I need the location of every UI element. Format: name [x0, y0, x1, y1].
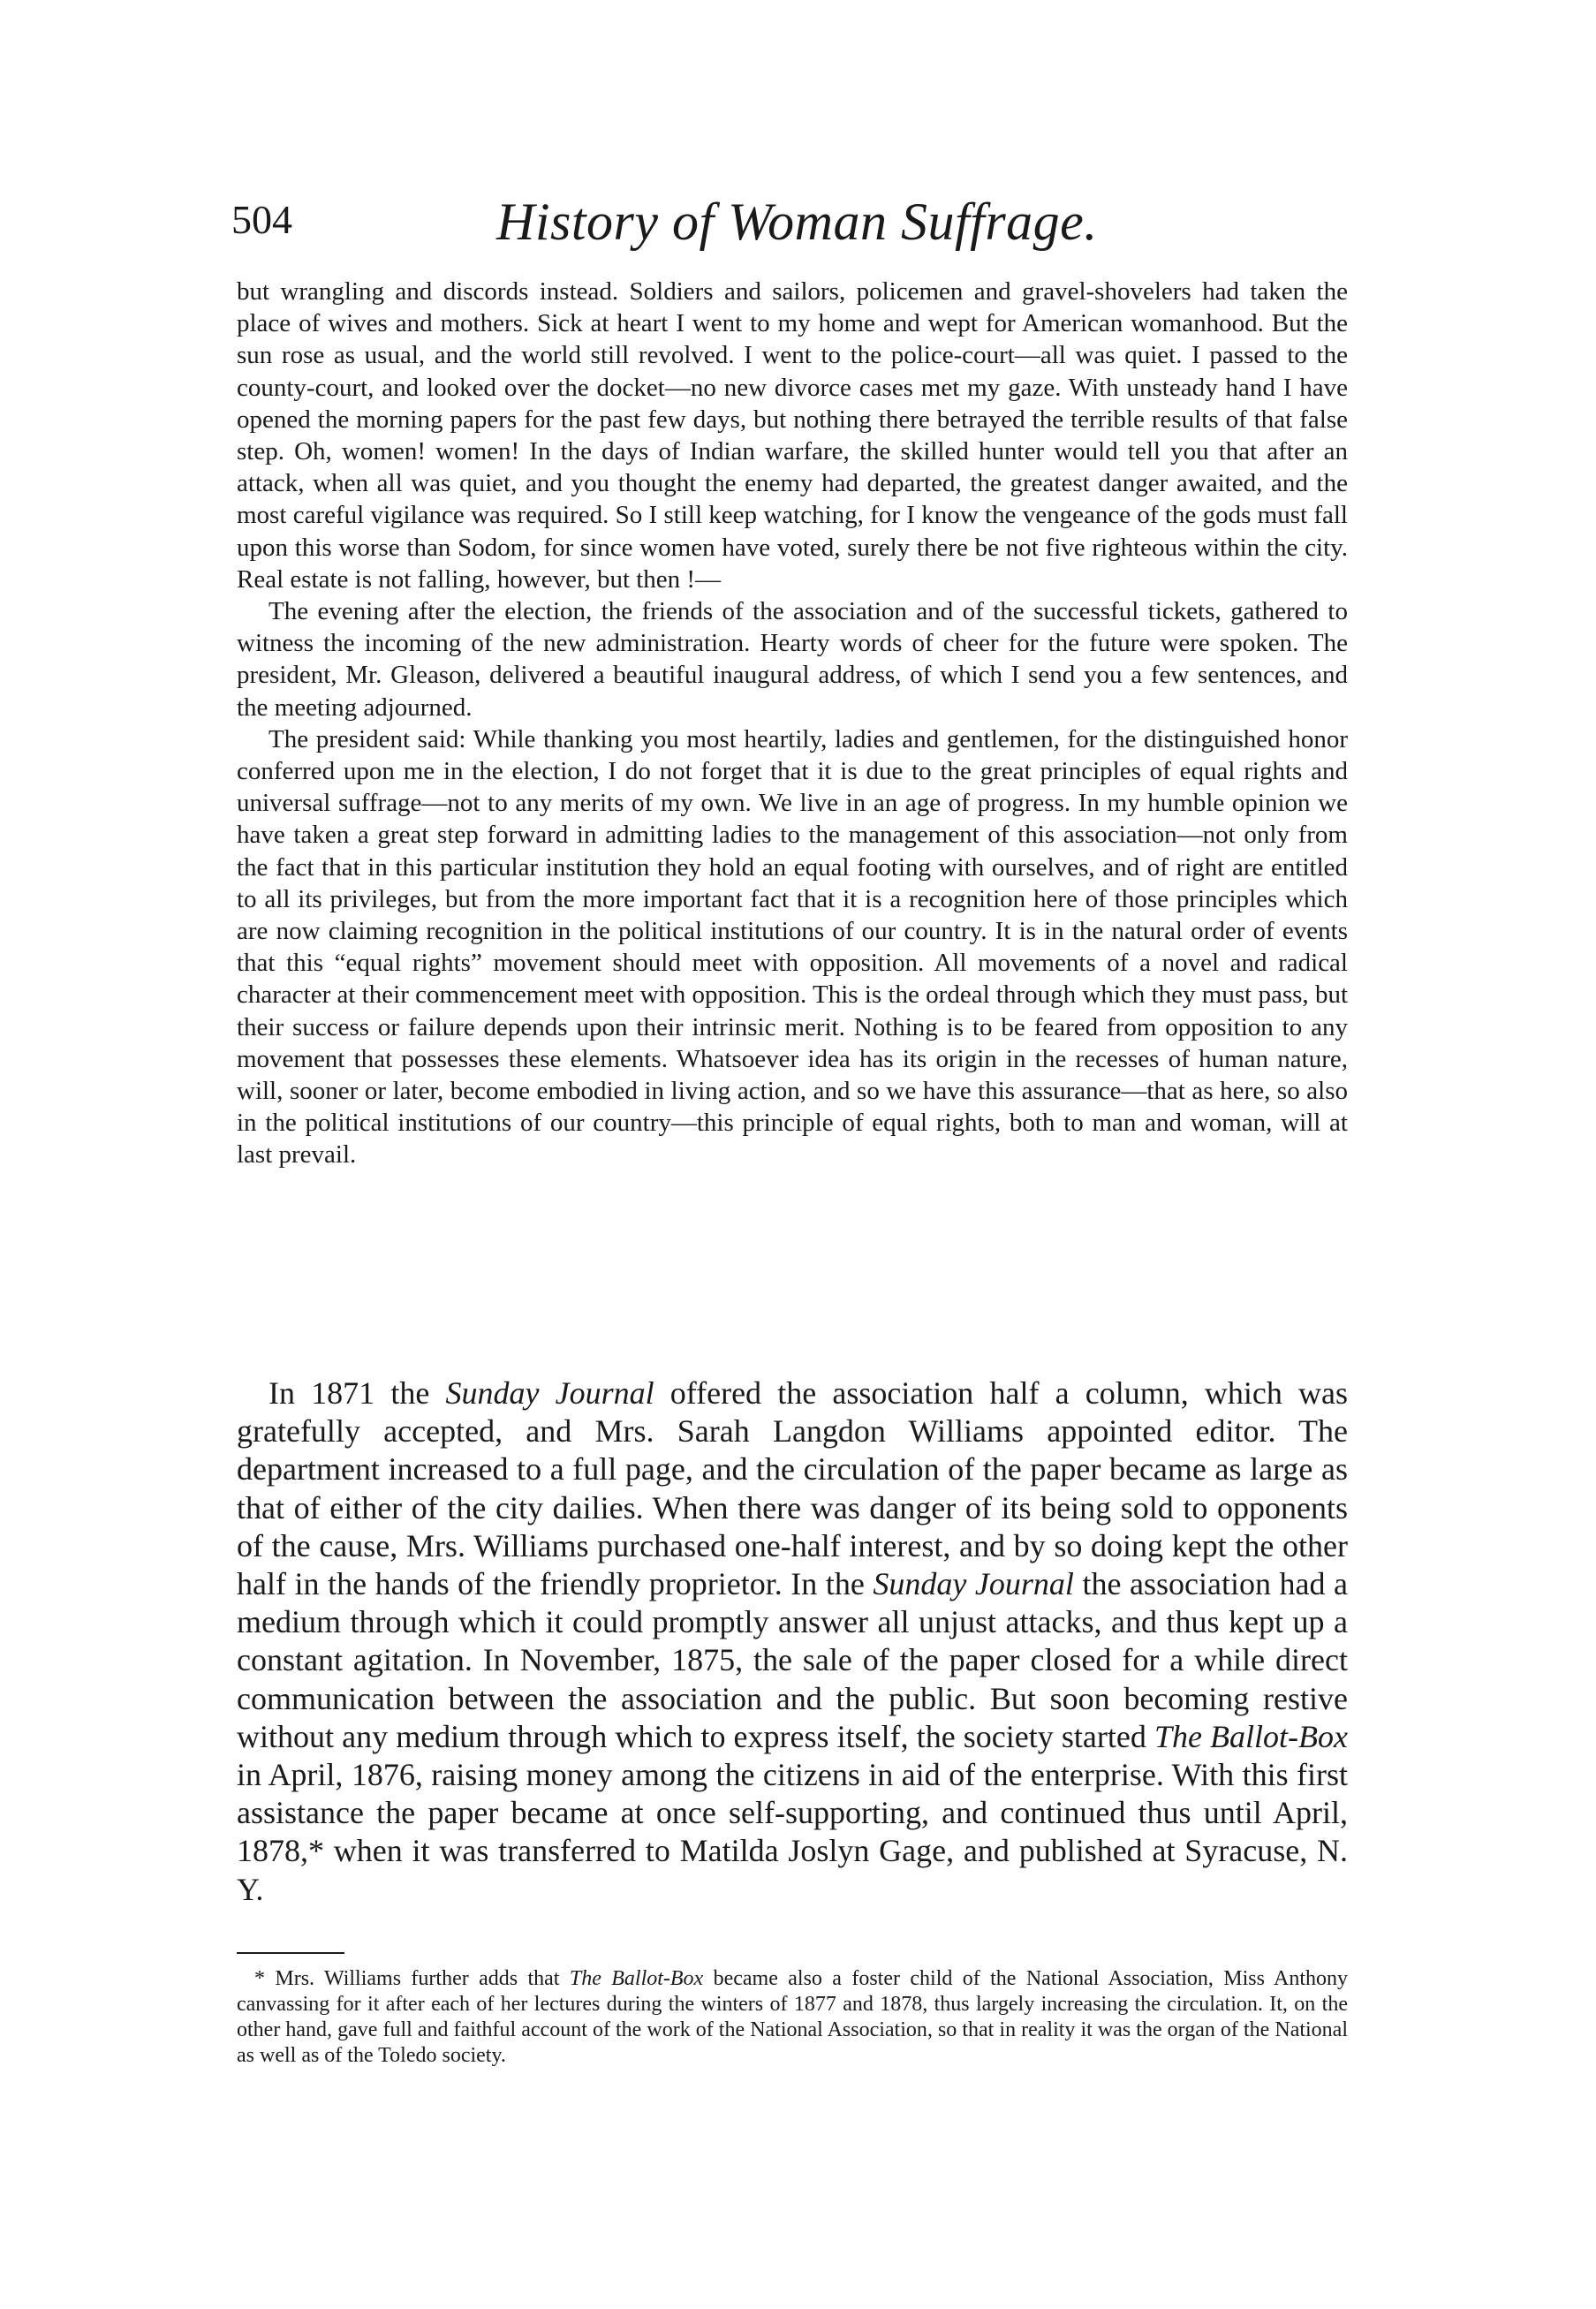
- newspaper-title: Sunday Journal: [873, 1566, 1074, 1602]
- newspaper-title: The Ballot-Box: [1154, 1718, 1349, 1754]
- footnote-part-2: became also a foster child of the National Association, Miss Anthony canvassing for it after each of her lectures during the winters of 1877 and 1878, thus largely increasing the circulation. It, on the other hand, gave full and faithful account of the work of the National Association, so that in reality it was the organ of the National as well as of the Toledo society.: [237, 1967, 1348, 2067]
- main-text-part-2: offered the association half a column, which was gratefully accepted, and Mrs. Sarah Langdon Williams appointed editor. The department increased to a full page, and the circulation of the paper became as large as that of either of the city dailies. When there was danger of its being sold to opponents of the cause, Mrs. Williams purchased one-half interest, and by so doing kept the other half in the hands of the friendly proprietor. In the: [237, 1375, 1349, 1602]
- running-title: History of Woman Suffrage.: [496, 193, 1098, 251]
- main-text-part-4: in April, 1876, raising money among the citizens in aid of the enterprise. With this first assistance the paper became at once self-supporting, and continued thus until April, 1878,* when it was transferred to Matilda Joslyn Gage, and published at Syracuse, N. Y.: [237, 1757, 1348, 1907]
- page-number: 504: [231, 197, 292, 242]
- footnote: [237, 1966, 1348, 2069]
- footnote-newspaper-title: The Ballot-Box: [569, 1967, 704, 1990]
- main-text-part-1: In 1871 the: [269, 1375, 446, 1411]
- footnote-rule: [237, 1952, 344, 1954]
- main-text: [237, 1374, 1348, 1909]
- quote-paragraph-1: but wrangling and discords instead. Soldiers and sailors, policemen and gravel-shovelers had taken the place of wives and mothers. Sick at heart I went to my home and wept for American womanhood. But the sun rose as usual, and the world still revolved. I went to the police-court—all was quiet. I passed to the county-court, and looked over the docket—no new divorce cases met my gaze. With unsteady hand I have opened the morning papers for the past few days, but nothing there betrayed the terrible results of that false step. Oh, women! women! In the days of Indian warfare, the skilled hunter would tell you that after an attack, when all was quiet, and you thought the enemy had departed, the greatest danger awaited, and the most careful vigilance was required. So I still keep watching, for I know the vengeance of the gods must fall upon this worse than Sodom, for since women have voted, surely there be not five righteous within the city. Real estate is not falling, however, but then !—: [237, 277, 1348, 594]
- newspaper-title: Sunday Journal: [445, 1375, 654, 1411]
- quoted-letter: [237, 276, 1348, 1171]
- quote-paragraph-2: The evening after the election, the friends of the association and of the successful tickets, gathered to witness the incoming of the new administration. Hearty words of cheer for the future were spoken. The president, Mr. Gleason, delivered a beautiful inaugural address, of which I send you a few sentences, and the meeting adjourned.: [237, 597, 1348, 722]
- page-header: [231, 193, 1344, 258]
- footnote-part-1: * Mrs. Williams further adds that: [254, 1967, 570, 1990]
- quote-paragraph-3: The president said: While thanking you most heartily, ladies and gentlemen, for the distinguished honor conferred upon me in the election, I do not forget that it is due to the great principles of equal rights and universal suffrage—not to any merits of my own. We live in an age of progress. In my humble opinion we have taken a great step forward in admitting ladies to the management of this association—not only from the fact that in this particular institution they hold an equal footing with ourselves, and of right are entitled to all its privileges, but from the more important fact that it is a recognition here of those principles which are now claiming recognition in the political institutions of our country. It is in the natural order of events that this “equal rights” movement should meet with opposition. All movements of a novel and radical character at their commencement meet with opposition. This is the ordeal through which they must pass, but their success or failure depends upon their intrinsic merit. Nothing is to be feared from opposition to any movement that possesses these elements. Whatsoever idea has its origin in the recesses of human nature, will, sooner or later, become embodied in living action, and so we have this assurance—that as here, so also in the political institutions of our country—this principle of equal rights, both to man and woman, will at last prevail.: [237, 724, 1348, 1170]
- main-text-part-3: the association had a medium through which it could promptly answer all unjust attacks, and thus kept up a constant agitation. In November, 1875, the sale of the paper closed for a while direct communication between the association and the public. But soon becoming restive without any medium through which to express itself, the society started: [237, 1566, 1349, 1754]
- main-paragraph: [237, 1374, 1348, 1909]
